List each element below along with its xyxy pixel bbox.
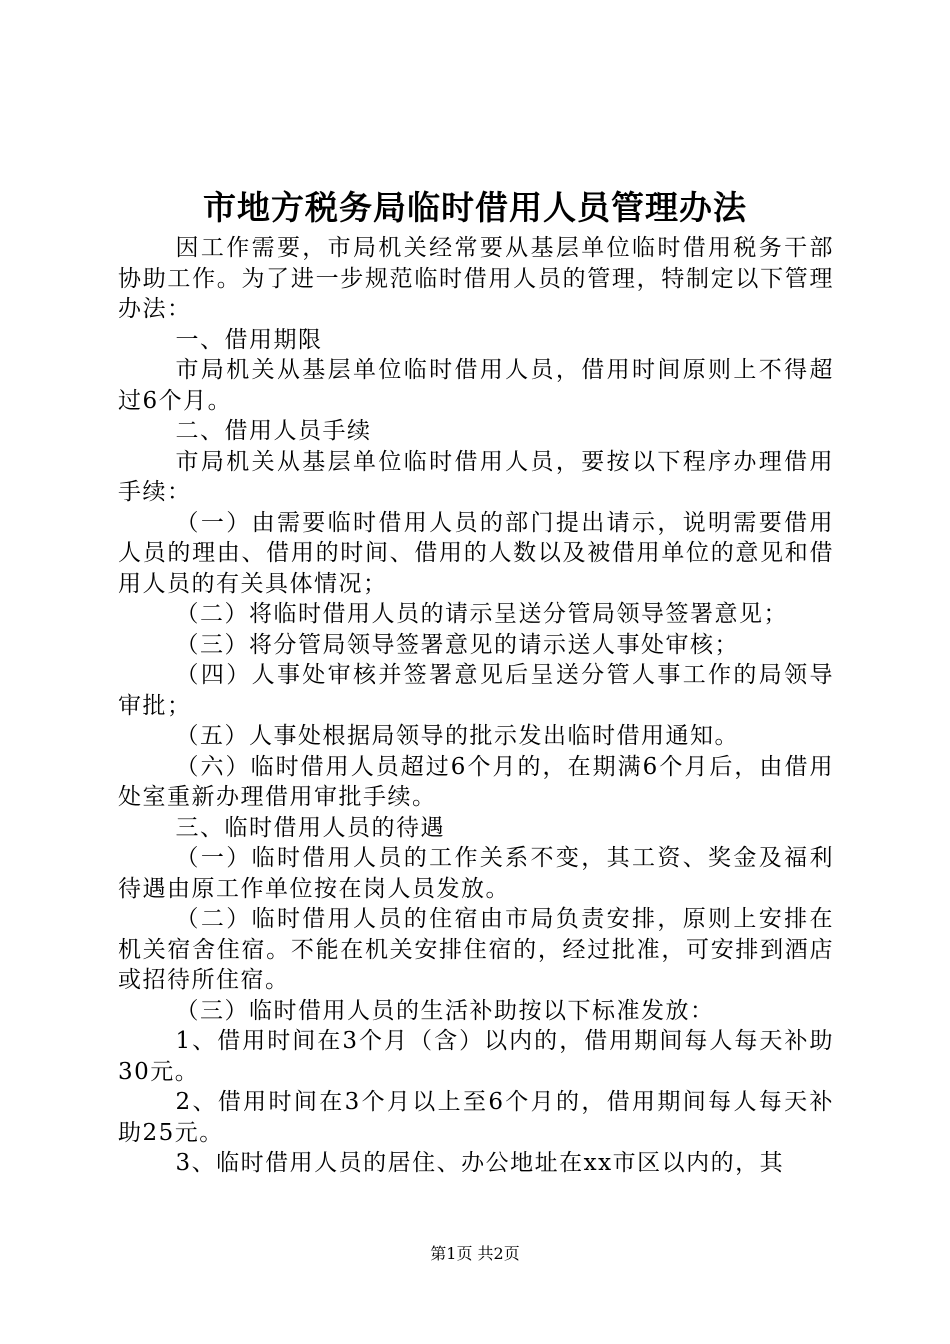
list-item: 2、借用时间在3个月以上至6个月的，借用期间每人每天补助25元。 xyxy=(118,1089,834,1146)
paragraph-intro: 因工作需要，市局机关经常要从基层单位临时借用税务干部协助工作。为了进一步规范临时借用人员的管理，特制定以下管理办法： xyxy=(118,235,834,322)
document-title: 市地方税务局临时借用人员管理办法 xyxy=(203,188,747,227)
paragraph: 市局机关从基层单位临时借用人员，要按以下程序办理借用手续： xyxy=(118,448,834,505)
list-item: （二）将临时借用人员的请示呈送分管局领导签署意见； xyxy=(175,601,788,627)
section-heading-3: 三、临时借用人员的待遇 xyxy=(175,814,445,841)
section-heading-2: 二、借用人员手续 xyxy=(175,418,372,444)
list-item: 3、临时借用人员的居住、办公地址在xx市区以内的，其 xyxy=(175,1150,785,1176)
paragraph: 市局机关从基层单位临时借用人员，借用时间原则上不得超过6个月。 xyxy=(118,357,834,414)
list-item: （二）临时借用人员的住宿由市局负责安排，原则上安排在机关宿舍住宿。不能在机关安排住宿的，经过批准，可安排到酒店或招待所住宿。 xyxy=(118,906,834,993)
list-item: （三）临时借用人员的生活补助按以下标准发放： xyxy=(175,997,715,1024)
document-body xyxy=(118,233,834,1179)
list-item: （五）人事处根据局领导的批示发出临时借用通知。 xyxy=(175,723,739,749)
section-heading-1: 一、借用期限 xyxy=(175,326,323,353)
list-item: 1、借用时间在3个月（含）以内的，借用期间每人每天补助30元。 xyxy=(118,1028,834,1085)
list-item: （四）人事处审核并签署意见后呈送分管人事工作的局领导审批； xyxy=(118,662,834,719)
page-footer: 第1页 共2页 xyxy=(430,1244,520,1263)
list-item: （一）临时借用人员的工作关系不变，其工资、奖金及福利待遇由原工作单位按在岗人员发放。 xyxy=(118,845,834,902)
list-item: （三）将分管局领导签署意见的请示送人事处审核； xyxy=(175,631,739,658)
list-item: （一）由需要临时借用人员的部门提出请示，说明需要借用人员的理由、借用的时间、借用的人数以及被借用单位的意见和借用人员的有关具体情况； xyxy=(118,509,834,597)
list-item: （六）临时借用人员超过6个月的，在期满6个月后，由借用处室重新办理借用审批手续。 xyxy=(118,753,834,810)
